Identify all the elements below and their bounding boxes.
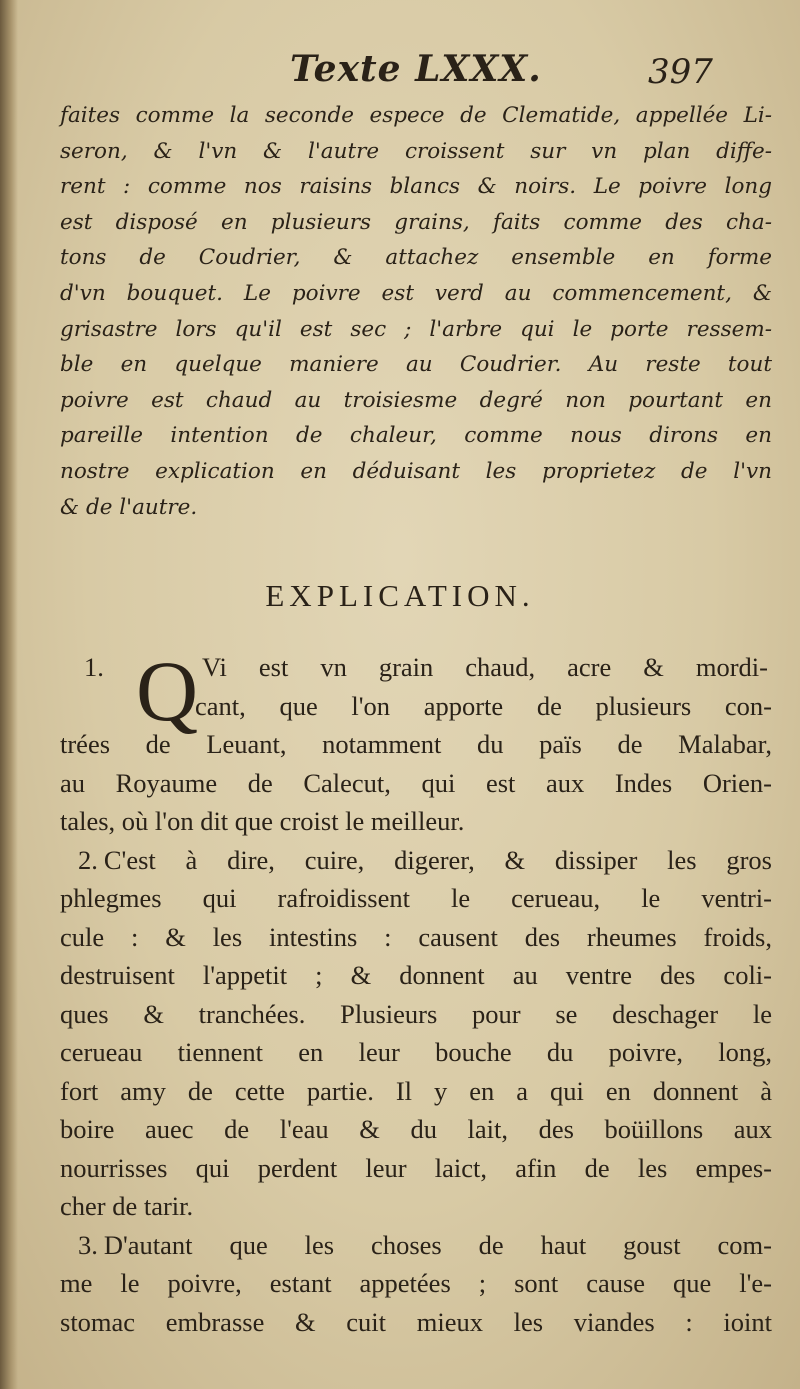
paragraph-1-line: trées de Leuant, notamment du païs de Malabar,: [60, 729, 772, 759]
paragraph-3-line: stomac embrasse & cuit mieux les viandes : ioint: [60, 1306, 772, 1337]
explication-text: [60, 643, 772, 1341]
paragraph-1-line: cant, que l'on apporte de plusieurs con-: [195, 690, 772, 721]
binding-gutter: [0, 0, 18, 1389]
paragraph-2-line: cher de tarir.: [60, 1191, 194, 1221]
text-line: est disposé en plusieurs grains, faits comme des cha-: [60, 209, 772, 235]
paragraph-1-line: au Royaume de Calecut, qui est aux Indes Orien-: [60, 767, 772, 798]
paragraph-2-line: phlegmes qui rafroidissent le cerueau, le ventri-: [60, 883, 772, 913]
paragraph-number: 3.: [78, 1229, 98, 1260]
drop-cap: Q: [136, 643, 199, 739]
paragraph-2-line: fort amy de cette partie. Il y en a qui en donnent à: [60, 1075, 772, 1106]
text-line: poivre est chaud au troisiesme degré non pourtant en: [60, 387, 772, 413]
paragraph-3-line: 3. D'autant que les choses de haut goust com-: [78, 1229, 772, 1260]
text-line: & de l'autre.: [60, 494, 198, 520]
paragraph-2-line: cule : & les intestins : causent des rheumes froids,: [60, 921, 772, 952]
paragraph-number: 1.: [84, 652, 104, 682]
text-line: ble en quelque maniere au Coudrier. Au reste tout: [60, 352, 772, 378]
text-line: grisastre lors qu'il est sec ; l'arbre qui le porte ressem-: [60, 316, 772, 342]
paragraph-2-line: destruisent l'appetit ; & donnent au ventre des coli-: [60, 960, 772, 990]
text-line: rent : comme nos raisins blancs & noirs. Le poivre long: [60, 174, 772, 200]
text-line: faites comme la seconde espece de Clematide, appellée Li-: [60, 103, 772, 128]
paragraph-1-line: tales, où l'on dit que croist le meilleur.: [60, 806, 465, 836]
text-line: tons de Coudrier, & attachez ensemble en forme: [60, 245, 772, 271]
italic-text-block: [60, 98, 772, 525]
paragraph-2-line: ques & tranchées. Plusieurs pour se deschager le: [60, 998, 772, 1029]
paragraph-2-line: nourrisses qui perdent leur laict, afin de les empes-: [60, 1152, 772, 1183]
paragraph-2-line: 2. C'est à dire, cuire, digerer, & dissiper les gros: [78, 844, 772, 875]
paragraph-1-line: 1. Vi est vn grain chaud, acre & mordi-: [60, 648, 772, 687]
text-line: d'vn bouquet. Le poivre est verd au commencement, &: [60, 280, 772, 306]
text-line: seron, & l'vn & l'autre croissent sur vn plan diffe-: [60, 138, 772, 164]
page-number: 397: [648, 52, 713, 92]
page-title: Texte LXXX.: [290, 48, 542, 90]
paragraph-2-line: boire auec de l'eau & du lait, des boüillons aux: [60, 1114, 772, 1144]
text-line: pareille intention de chaleur, comme nous dirons en: [60, 423, 772, 449]
text-line: nostre explication en déduisant les proprietez de l'vn: [60, 458, 772, 484]
paragraph-3-line: me le poivre, estant appetées ; sont cause que l'e-: [60, 1268, 772, 1298]
section-heading: EXPLICATION.: [265, 578, 535, 613]
running-head: [0, 48, 800, 98]
paragraph-number: 2.: [78, 844, 98, 875]
paragraph-2-line: cerueau tiennent en leur bouche du poivre, long,: [60, 1037, 772, 1067]
